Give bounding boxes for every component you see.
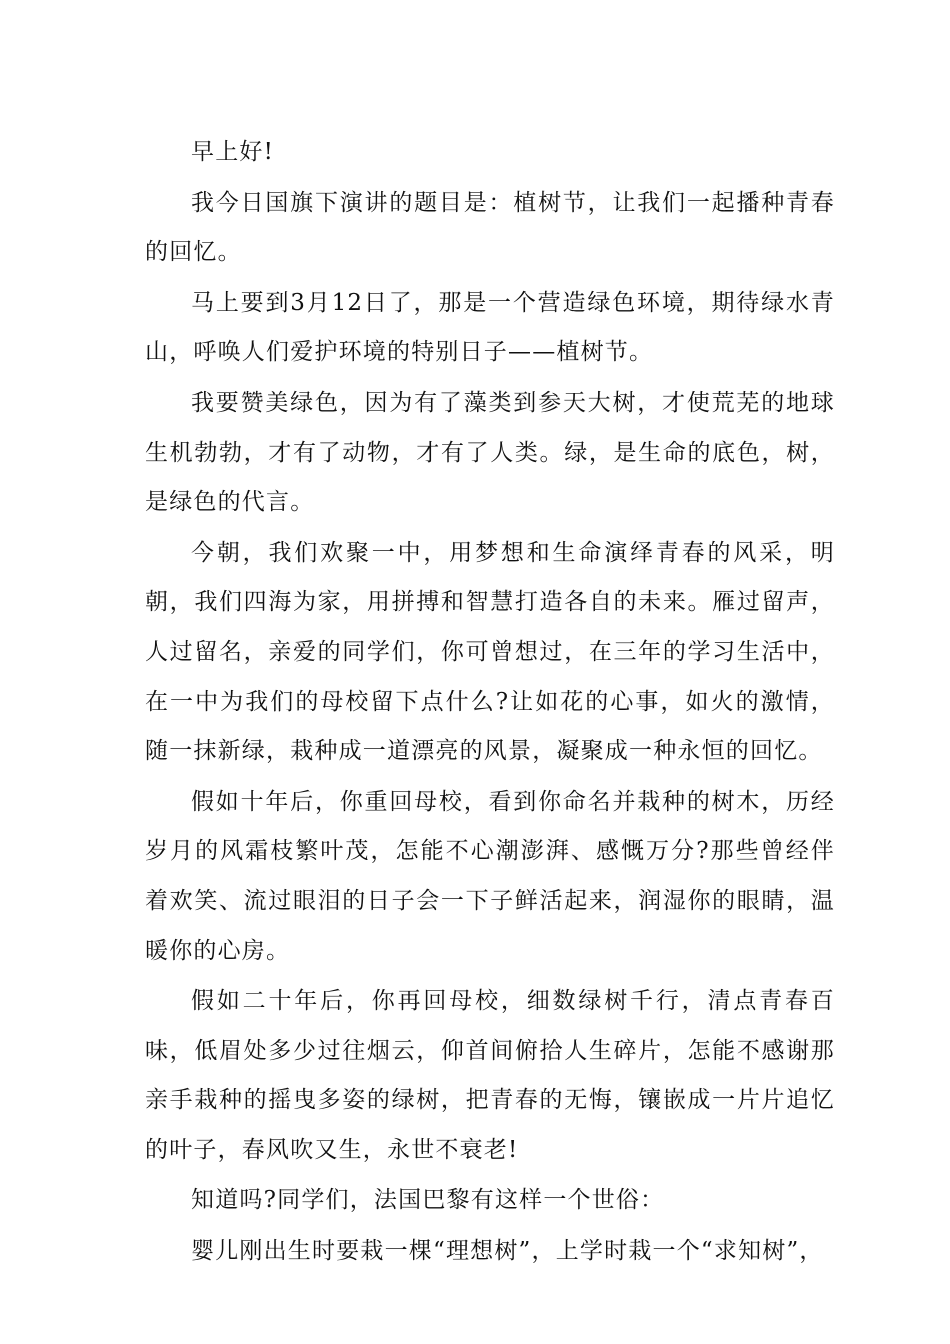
paragraph-ten-years-later: 假如十年后，你重回母校，看到你命名并栽种的树木，历经岁月的风霜枝繁叶茂，怎能不心潮澎湃、感慨万分?那些曾经伴着欢笑、流过眼泪的日子会一下子鲜活起来，润湿你的眼睛，温暖你的心房。: [145, 788, 835, 964]
paragraph-praise-green: 我要赞美绿色，因为有了藻类到参天大树，才使荒芜的地球生机勃勃，才有了动物，才有了人类。绿，是生命的底色，树，是绿色的代言。: [145, 389, 835, 516]
speech-body: [145, 128, 835, 1278]
paragraph-greeting: 早上好!: [191, 139, 275, 165]
paragraph-trees-custom: 婴儿刚出生时要栽一棵“理想树”，上学时栽一个“求知树”，: [191, 1238, 824, 1265]
paragraph-topic: 我今日国旗下演讲的题目是：植树节，让我们一起播种青春的回忆。: [145, 189, 835, 266]
paragraph-paris-custom: 知道吗?同学们，法国巴黎有这样一个世俗：: [191, 1187, 665, 1214]
paragraph-school-memory: 今朝，我们欢聚一中，用梦想和生命演绎青春的风采，明朝，我们四海为家，用拼搏和智慧打造各自的未来。雁过留声，人过留名，亲爱的同学们，你可曾想过，在三年的学习生活中，在一中为我们的母校留下点什么?让如花的心事，如火的激情，随一抹新绿，栽种成一道漂亮的风景，凝聚成一种永恒的回忆。: [145, 539, 835, 765]
paragraph-arbor-day-date: 马上要到3月12日了，那是一个营造绿色环境，期待绿水青山，呼唤人们爱护环境的特别日子——植树节。: [145, 289, 835, 366]
paragraph-twenty-years-later: 假如二十年后，你再回母校，细数绿树千行，清点青春百味，低眉处多少过往烟云，仰首间俯拾人生碎片，怎能不感谢那亲手栽种的摇曳多姿的绿树，把青春的无悔，镶嵌成一片片追忆的叶子，春风吹又生，永世不衰老!: [145, 988, 835, 1163]
